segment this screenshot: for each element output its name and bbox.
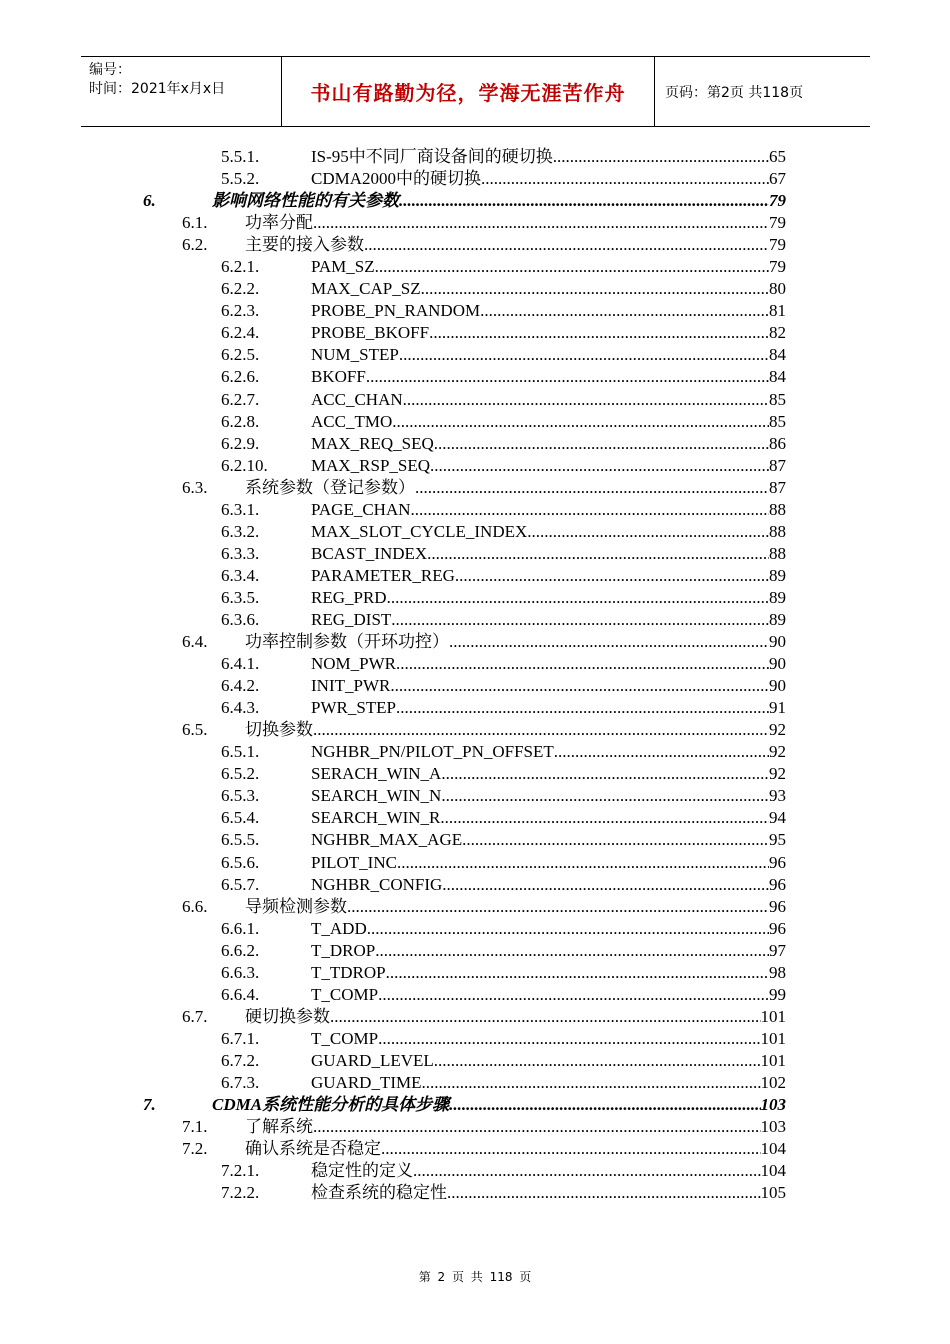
toc-entry-page: 94 <box>769 808 786 828</box>
toc-entry[interactable] <box>0 477 950 499</box>
toc-dot-leader <box>387 587 769 609</box>
toc-entry-number: 6.3.1. <box>221 499 260 519</box>
toc-dot-leader <box>386 962 769 984</box>
motto-text: 书山有路勤为径，学海无涯苦作舟 <box>310 81 626 105</box>
toc-entry-title: INIT_PWR <box>311 676 391 696</box>
toc-entry-title: PWR_STEP <box>311 698 397 718</box>
toc-dot-leader <box>447 1182 761 1204</box>
toc-dot-leader <box>527 521 769 543</box>
toc-entry[interactable] <box>0 896 950 918</box>
toc-entry-page: 101 <box>760 1028 786 1048</box>
toc-entry-title-line <box>311 829 786 851</box>
toc-dot-leader <box>434 433 769 455</box>
toc-dot-leader <box>413 1160 761 1182</box>
toc-dot-leader <box>390 675 769 697</box>
header-motto <box>281 57 655 126</box>
toc-dot-leader <box>449 1094 760 1116</box>
toc-entry-title-line <box>311 785 786 807</box>
toc-entry-page: 80 <box>769 279 786 299</box>
toc-entry-title: BCAST_INDEX <box>311 543 428 563</box>
toc-entry-number: 6. <box>143 191 156 211</box>
toc-entry-title: 功率分配 <box>245 213 313 233</box>
toc-entry-number: 6.2.7. <box>221 389 260 409</box>
toc-dot-leader <box>313 1116 761 1138</box>
toc-entry-title: CDMA系统性能分析的具体步骤 <box>212 1095 450 1115</box>
header-page-info: 页码：第2页 共118页 <box>665 84 804 101</box>
toc-entry[interactable] <box>0 212 950 234</box>
toc-dot-leader <box>441 785 769 807</box>
toc-entry-title-line <box>245 896 786 918</box>
toc-entry-number: 6.4. <box>182 632 208 652</box>
toc-entry-title-line <box>311 918 786 940</box>
toc-entry-title-line <box>245 1116 786 1138</box>
toc-entry-number: 6.7.2. <box>221 1050 260 1070</box>
toc-entry-page: 84 <box>769 345 786 365</box>
toc-dot-leader <box>427 543 769 565</box>
toc-entry-title-line <box>245 631 786 653</box>
toc-entry-title-line <box>311 1028 786 1050</box>
toc-entry-title-line <box>245 1006 786 1028</box>
toc-entry[interactable] <box>0 675 950 697</box>
toc-entry-page: 102 <box>760 1072 786 1092</box>
toc-entry-title: MAX_CAP_SZ <box>311 279 421 299</box>
toc-entry-number: 6.2.5. <box>221 345 260 365</box>
toc-entry-title: NGHBR_CONFIG <box>311 874 443 894</box>
toc-entry-number: 6.2.3. <box>221 301 260 321</box>
page-footer <box>0 1268 950 1285</box>
toc-dot-leader <box>399 190 769 212</box>
toc-entry-number: 6.6.1. <box>221 918 260 938</box>
toc-entry-title: PILOT_INC <box>311 852 397 872</box>
toc-entry-title: PAM_SZ <box>311 257 375 277</box>
toc-entry-page: 79 <box>769 213 786 233</box>
toc-entry-page: 103 <box>760 1095 786 1115</box>
toc-entry-page: 101 <box>760 1006 786 1026</box>
toc-entry-title-line <box>311 675 786 697</box>
toc-entry[interactable] <box>0 146 950 168</box>
toc-entry-title: T_COMP <box>311 984 379 1004</box>
toc-entry[interactable] <box>0 256 950 278</box>
toc-entry-number: 7.2.2. <box>221 1183 260 1203</box>
toc-entry-page: 101 <box>760 1050 786 1070</box>
toc-dot-leader <box>440 807 769 829</box>
toc-entry-number: 6.3.3. <box>221 543 260 563</box>
toc-entry-number: 6.4.1. <box>221 654 260 674</box>
toc-entry[interactable] <box>0 984 950 1006</box>
toc-entry-page: 89 <box>769 587 786 607</box>
toc-entry-title-line <box>311 455 786 477</box>
toc-entry[interactable] <box>0 499 950 521</box>
toc-entry-title-line <box>245 1138 786 1160</box>
toc-entry-page: 104 <box>760 1139 786 1159</box>
toc-entry-title: GUARD_LEVEL <box>311 1050 434 1070</box>
toc-entry-title-line <box>245 234 786 256</box>
toc-entry-number: 6.3.2. <box>221 521 260 541</box>
toc-dot-leader <box>455 565 769 587</box>
toc-entry[interactable] <box>0 874 950 896</box>
toc-dot-leader <box>462 829 769 851</box>
toc-entry-page: 95 <box>769 830 786 850</box>
toc-entry-title-line <box>311 1072 786 1094</box>
toc-dot-leader <box>430 455 769 477</box>
toc-entry-title: SEARCH_WIN_N <box>311 786 442 806</box>
toc-dot-leader <box>378 984 769 1006</box>
toc-dot-leader <box>553 146 769 168</box>
toc-entry[interactable] <box>0 1094 950 1116</box>
toc-entry-number: 6.5.5. <box>221 830 260 850</box>
toc-entry-title-line <box>311 278 786 300</box>
toc-entry-page: 103 <box>760 1117 786 1137</box>
toc-entry[interactable] <box>0 455 950 477</box>
toc-entry[interactable] <box>0 763 950 785</box>
toc-dot-leader <box>367 918 769 940</box>
toc-entry-page: 85 <box>769 389 786 409</box>
toc-entry-title: CDMA2000中的硬切换 <box>311 169 482 189</box>
toc-entry-number: 6.4.2. <box>221 676 260 696</box>
toc-entry-title: 导频检测参数 <box>245 896 347 916</box>
toc-entry[interactable] <box>0 719 950 741</box>
footer-page-number: 第 2 页 共 118 页 <box>418 1270 532 1284</box>
toc-entry-number: 6.4.3. <box>221 698 260 718</box>
doc-number-label: 编号： <box>89 62 131 78</box>
toc-dot-leader <box>442 874 769 896</box>
toc-entry-number: 6.2.2. <box>221 279 260 299</box>
toc-dot-leader <box>429 322 769 344</box>
toc-entry-title-line <box>311 389 786 411</box>
toc-entry-title: 检查系统的稳定性 <box>311 1183 447 1203</box>
toc-entry-number: 6.3.4. <box>221 565 260 585</box>
toc-entry-number: 6.5.6. <box>221 852 260 872</box>
toc-entry-title: SEARCH_WIN_R <box>311 808 441 828</box>
toc-entry[interactable] <box>0 344 950 366</box>
toc-entry-number: 6.5.4. <box>221 808 260 828</box>
toc-entry[interactable] <box>0 918 950 940</box>
toc-entry[interactable] <box>0 190 950 212</box>
toc-entry-page: 93 <box>769 786 786 806</box>
toc-entry-page: 87 <box>769 477 786 497</box>
toc-dot-leader <box>481 168 769 190</box>
toc-entry-page: 79 <box>769 191 786 211</box>
toc-entry-title-line <box>311 565 786 587</box>
toc-dot-leader <box>391 609 769 631</box>
toc-entry[interactable] <box>0 829 950 851</box>
toc-entry-page: 79 <box>769 257 786 277</box>
toc-entry-number: 6.2.4. <box>221 323 260 343</box>
toc-entry-number: 6.2.1. <box>221 257 260 277</box>
toc-entry-page: 92 <box>769 742 786 762</box>
toc-entry-title-line <box>311 300 786 322</box>
toc-entry-title-line <box>245 477 786 499</box>
toc-entry-page: 82 <box>769 323 786 343</box>
toc-entry-title-line <box>245 212 786 234</box>
toc-entry-page: 84 <box>769 367 786 387</box>
toc-dot-leader <box>554 741 769 763</box>
toc-entry-title-line <box>311 168 786 190</box>
toc-entry-page: 98 <box>769 962 786 982</box>
toc-entry-title: 主要的接入参数 <box>245 235 364 255</box>
toc-entry-title: T_DROP <box>311 940 376 960</box>
toc-entry-title: NOM_PWR <box>311 654 397 674</box>
toc-entry-page: 96 <box>769 874 786 894</box>
toc-dot-leader <box>397 852 769 874</box>
toc-entry[interactable] <box>0 411 950 433</box>
toc-entry[interactable] <box>0 697 950 719</box>
toc-entry-title: 影响网络性能的有关参数 <box>212 191 399 211</box>
toc-entry[interactable] <box>0 278 950 300</box>
toc-entry[interactable] <box>0 543 950 565</box>
toc-entry-number: 7.2. <box>182 1139 208 1159</box>
toc-entry-title: PROBE_BKOFF <box>311 323 430 343</box>
toc-entry-title: 系统参数（登记参数） <box>245 477 415 497</box>
toc-entry[interactable] <box>0 741 950 763</box>
toc-entry-title-line <box>311 763 786 785</box>
toc-entry-number: 6.7.3. <box>221 1072 260 1092</box>
toc-entry-page: 91 <box>769 698 786 718</box>
toc-entry-page: 104 <box>760 1161 786 1181</box>
toc-entry-title: 硬切换参数 <box>245 1006 330 1026</box>
toc-dot-leader <box>313 719 769 741</box>
toc-dot-leader <box>381 1138 761 1160</box>
toc-entry-page: 88 <box>769 521 786 541</box>
toc-entry[interactable] <box>0 389 950 411</box>
toc-entry-number: 6.2.9. <box>221 433 260 453</box>
toc-entry-title: MAX_SLOT_CYCLE_INDEX <box>311 521 528 541</box>
toc-entry-title: T_COMP <box>311 1028 379 1048</box>
page-header <box>81 56 870 127</box>
toc-dot-leader <box>415 477 769 499</box>
toc-entry-page: 99 <box>769 984 786 1004</box>
toc-entry-title: PROBE_PN_RANDOM <box>311 301 481 321</box>
toc-entry-title: T_TDROP <box>311 962 386 982</box>
toc-entry-title-line <box>311 609 786 631</box>
toc-entry[interactable] <box>0 1182 950 1204</box>
toc-dot-leader <box>364 234 769 256</box>
toc-entry-title: 功率控制参数（开环功控） <box>245 632 449 652</box>
toc-entry-page: 97 <box>769 940 786 960</box>
toc-entry-title-line <box>212 1094 786 1116</box>
toc-entry-title-line <box>311 411 786 433</box>
toc-entry-title: MAX_REQ_SEQ <box>311 433 434 453</box>
toc-entry-title-line <box>311 741 786 763</box>
toc-entry-title-line <box>311 146 786 168</box>
toc-dot-leader <box>375 256 769 278</box>
toc-dot-leader <box>313 212 769 234</box>
toc-dot-leader <box>480 300 769 322</box>
toc-entry-title: BKOFF <box>311 367 366 387</box>
toc-entry-title: IS-95中不同厂商设备间的硬切换 <box>311 147 553 166</box>
toc-entry-page: 79 <box>769 235 786 255</box>
toc-entry-page: 105 <box>760 1183 786 1203</box>
toc-entry[interactable] <box>0 366 950 388</box>
toc-entry-page: 85 <box>769 411 786 431</box>
header-right <box>655 57 870 126</box>
toc-entry-number: 7.2.1. <box>221 1161 260 1181</box>
toc-entry-title-line <box>311 1050 786 1072</box>
toc-entry-page: 88 <box>769 543 786 563</box>
toc-entry-title: NGHBR_MAX_AGE <box>311 830 463 850</box>
toc-entry-number: 6.7.1. <box>221 1028 260 1048</box>
toc-entry-title: 切换参数 <box>245 720 313 740</box>
toc-dot-leader <box>421 278 769 300</box>
toc-entry-title: 稳定性的定义 <box>311 1161 413 1181</box>
toc-dot-leader <box>347 896 769 918</box>
toc-entry-title: ACC_TMO <box>311 411 393 431</box>
toc-entry-page: 92 <box>769 720 786 740</box>
toc-entry-page: 67 <box>769 169 786 189</box>
toc-entry-title-line <box>212 190 786 212</box>
toc-entry[interactable] <box>0 785 950 807</box>
toc-entry-number: 6.6. <box>182 896 208 916</box>
toc-entry-page: 89 <box>769 609 786 629</box>
toc-entry-number: 6.6.2. <box>221 940 260 960</box>
toc-entry-number: 7.1. <box>182 1117 208 1137</box>
toc-entry-number: 6.5. <box>182 720 208 740</box>
toc-entry[interactable] <box>0 1050 950 1072</box>
toc-entry-page: 92 <box>769 764 786 784</box>
toc-entry-page: 90 <box>769 632 786 652</box>
doc-date-label: 时间：2021年x月x日 <box>89 81 226 97</box>
toc-entry-number: 6.5.3. <box>221 786 260 806</box>
toc-entry-number: 6.1. <box>182 213 208 233</box>
toc-entry[interactable] <box>0 521 950 543</box>
toc-entry[interactable] <box>0 807 950 829</box>
table-of-contents <box>0 146 950 1204</box>
toc-entry-title: REG_DIST <box>311 609 392 629</box>
toc-entry-page: 81 <box>769 301 786 321</box>
toc-entry-title: REG_PRD <box>311 587 387 607</box>
toc-entry-title-line <box>245 719 786 741</box>
toc-entry[interactable] <box>0 1116 950 1138</box>
toc-dot-leader <box>330 1006 761 1028</box>
toc-dot-leader <box>422 1072 761 1094</box>
toc-entry[interactable] <box>0 300 950 322</box>
toc-dot-leader <box>441 763 769 785</box>
toc-entry-number: 6.2. <box>182 235 208 255</box>
toc-entry-title: NGHBR_PN/PILOT_PN_OFFSET <box>311 742 554 762</box>
toc-entry-title-line <box>311 697 786 719</box>
toc-entry-title-line <box>311 807 786 829</box>
toc-entry-number: 6.5.1. <box>221 742 260 762</box>
toc-entry-title: T_ADD <box>311 918 367 938</box>
toc-entry-title-line <box>311 499 786 521</box>
toc-entry[interactable] <box>0 565 950 587</box>
toc-entry[interactable] <box>0 1006 950 1028</box>
toc-entry-title: PAGE_CHAN <box>311 499 411 519</box>
toc-entry-number: 6.7. <box>182 1006 208 1026</box>
toc-dot-leader <box>396 697 769 719</box>
toc-entry-page: 96 <box>769 896 786 916</box>
toc-dot-leader <box>396 653 769 675</box>
toc-entry-title-line <box>311 852 786 874</box>
toc-entry-title: GUARD_TIME <box>311 1072 422 1092</box>
toc-entry-title-line <box>311 653 786 675</box>
toc-entry-page: 90 <box>769 676 786 696</box>
toc-entry[interactable] <box>0 1138 950 1160</box>
toc-entry-number: 6.3. <box>182 477 208 497</box>
toc-entry-title-line <box>311 874 786 896</box>
toc-entry-title: SERACH_WIN_A <box>311 764 442 784</box>
toc-entry-title-line <box>311 433 786 455</box>
toc-entry-page: 87 <box>769 455 786 475</box>
toc-dot-leader <box>378 1028 760 1050</box>
toc-entry[interactable] <box>0 631 950 653</box>
toc-entry-title-line <box>311 1160 786 1182</box>
toc-dot-leader <box>411 499 769 521</box>
toc-entry-number: 6.6.3. <box>221 962 260 982</box>
toc-entry-title-line <box>311 543 786 565</box>
toc-entry-number: 6.5.7. <box>221 874 260 894</box>
toc-entry-title-line <box>311 344 786 366</box>
toc-entry-title-line <box>311 940 786 962</box>
toc-entry[interactable] <box>0 1028 950 1050</box>
toc-entry-page: 90 <box>769 654 786 674</box>
toc-entry[interactable] <box>0 653 950 675</box>
toc-entry-title-line <box>311 962 786 984</box>
toc-entry-number: 5.5.2. <box>221 169 260 189</box>
toc-entry-title-line <box>311 984 786 1006</box>
toc-entry[interactable] <box>0 1072 950 1094</box>
toc-entry-page: 88 <box>769 499 786 519</box>
toc-entry-title: ACC_CHAN <box>311 389 403 409</box>
toc-dot-leader <box>399 344 769 366</box>
toc-dot-leader <box>434 1050 761 1072</box>
toc-entry-page: 65 <box>769 147 786 166</box>
toc-entry[interactable] <box>0 234 950 256</box>
toc-entry-number: 6.2.6. <box>221 367 260 387</box>
toc-entry-page: 86 <box>769 433 786 453</box>
toc-entry-number: 7. <box>143 1095 156 1115</box>
toc-entry-number: 6.3.6. <box>221 609 260 629</box>
toc-entry[interactable] <box>0 962 950 984</box>
toc-entry-number: 6.6.4. <box>221 984 260 1004</box>
toc-dot-leader <box>449 631 769 653</box>
toc-dot-leader <box>403 389 769 411</box>
toc-entry[interactable] <box>0 433 950 455</box>
toc-entry[interactable] <box>0 322 950 344</box>
toc-entry-title-line <box>311 366 786 388</box>
toc-entry-title-line <box>311 1182 786 1204</box>
toc-entry[interactable] <box>0 1160 950 1182</box>
toc-entry-number: 6.2.8. <box>221 411 260 431</box>
header-left <box>81 57 281 126</box>
toc-entry-page: 89 <box>769 565 786 585</box>
toc-entry[interactable] <box>0 940 950 962</box>
toc-entry-page: 96 <box>769 918 786 938</box>
toc-entry-title-line <box>311 322 786 344</box>
toc-entry-number: 5.5.1. <box>221 147 260 166</box>
toc-entry-title: NUM_STEP <box>311 345 399 365</box>
toc-entry[interactable] <box>0 587 950 609</box>
toc-entry-title: 确认系统是否稳定 <box>245 1139 381 1159</box>
toc-entry-title-line <box>311 587 786 609</box>
toc-entry[interactable] <box>0 609 950 631</box>
toc-entry-title-line <box>311 256 786 278</box>
toc-entry-title: PARAMETER_REG <box>311 565 455 585</box>
toc-entry-title-line <box>311 521 786 543</box>
toc-entry-title: 了解系统 <box>245 1117 313 1137</box>
toc-entry-number: 6.3.5. <box>221 587 260 607</box>
toc-entry-number: 6.5.2. <box>221 764 260 784</box>
toc-dot-leader <box>392 411 769 433</box>
toc-entry-page: 96 <box>769 852 786 872</box>
toc-dot-leader <box>375 940 769 962</box>
toc-entry-title: MAX_RSP_SEQ <box>311 455 431 475</box>
toc-entry[interactable] <box>0 168 950 190</box>
toc-entry[interactable] <box>0 852 950 874</box>
toc-entry-number: 6.2.10. <box>221 455 268 475</box>
toc-dot-leader <box>366 366 769 388</box>
